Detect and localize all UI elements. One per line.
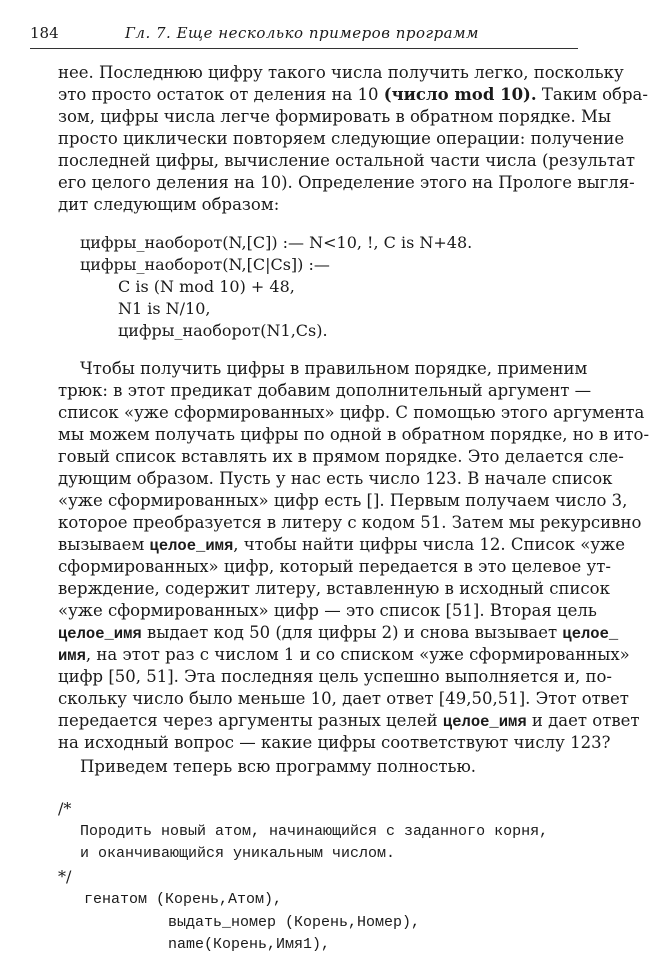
code-line: C is (N mod 10) + 48, [118, 277, 295, 296]
text-line: сформированных» цифр, который передается в это целевое ут- [58, 557, 611, 576]
text-line: просто циклически повторяем следующие операции: получение [58, 129, 625, 148]
clause-body-line: name(Корень,Имя1), [168, 936, 331, 953]
text-line: трюк: в этот предикат добавим дополнительный аргумент — [58, 381, 592, 400]
text-line: цифр [50, 51]. Эта последняя цель успешно выполняется и, по- [58, 667, 612, 686]
text-line: вызываем целое_имя, чтобы найти цифры числа 12. Список «уже [58, 535, 625, 555]
text-line: целое_имя выдает код 50 (для цифры 2) и снова вызывает целое_ [58, 623, 619, 643]
code-line: цифры_наоборот(N,[C|Cs]) :— [80, 255, 330, 274]
comment-line: и оканчивающийся уникальным числом. [80, 845, 396, 862]
clause-head: генатом (Корень,Атом), [84, 891, 283, 908]
comment-line: Породить новый атом, начинающийся с заданного корня, [80, 823, 549, 840]
text-line: передается через аргументы разных целей целое_имя и дает ответ [58, 711, 640, 731]
paragraph-3: Приведем теперь всю программу полностью. [80, 757, 477, 776]
text-line: верждение, содержит литеру, вставленную в исходный список [58, 579, 610, 598]
text-line: мы можем получать цифры по одной в обратном порядке, но в ито- [58, 425, 649, 444]
comment-close: */ [58, 867, 72, 886]
text-line: на исходный вопрос — какие цифры соответствуют числу 123? [58, 733, 611, 752]
code-line: цифры_наоборот(N1,Cs). [118, 321, 328, 340]
code-line: N1 is N/10, [118, 299, 211, 318]
clause-body-line: выдать_номер (Корень,Номер), [168, 914, 421, 931]
comment-open: /* [58, 799, 72, 818]
text-line: последней цифры, вычисление остальной части числа (результат [58, 151, 635, 170]
text-line: которое преобразуется в литеру с кодом 51. Затем мы рекурсивно [58, 513, 642, 532]
text-line: имя, на этот раз с числом 1 и со списком «уже сформированных» [58, 645, 630, 665]
text-line: «уже сформированных» цифр — это список [51]. Вторая цель [58, 601, 597, 620]
text-line: список «уже сформированных» цифр. С помощью этого аргумента [58, 403, 645, 422]
text-line: нее. Последнюю цифру такого числа получить легко, поскольку [58, 63, 624, 82]
running-title: Гл. 7. Еще несколько примеров программ [125, 24, 479, 42]
text-line: зом, цифры числа легче формировать в обратном порядке. Мы [58, 107, 612, 126]
page-number: 184 [30, 24, 59, 42]
text-line: дит следующим образом: [58, 195, 280, 214]
text-line: «уже сформированных» цифр есть []. Первым получаем число 3, [58, 491, 628, 510]
header-rule [30, 48, 578, 49]
text-line: его целого деления на 10). Определение этого на Прологе выгля- [58, 173, 635, 192]
text-line: дующим образом. Пусть у нас есть число 123. В начале список [58, 469, 613, 488]
code-line: цифры_наоборот(N,[C]) :— N<10, !, C is N+48. [80, 233, 473, 252]
text-line: Чтобы получить цифры в правильном порядке, применим [80, 359, 588, 378]
text-line: это просто остаток от деления на 10 (число mod 10). Таким обра- [58, 85, 648, 104]
text-line: говый список вставлять их в прямом порядке. Это делается сле- [58, 447, 624, 466]
text-line: скольку число было меньше 10, дает ответ [49,50,51]. Этот ответ [58, 689, 629, 708]
